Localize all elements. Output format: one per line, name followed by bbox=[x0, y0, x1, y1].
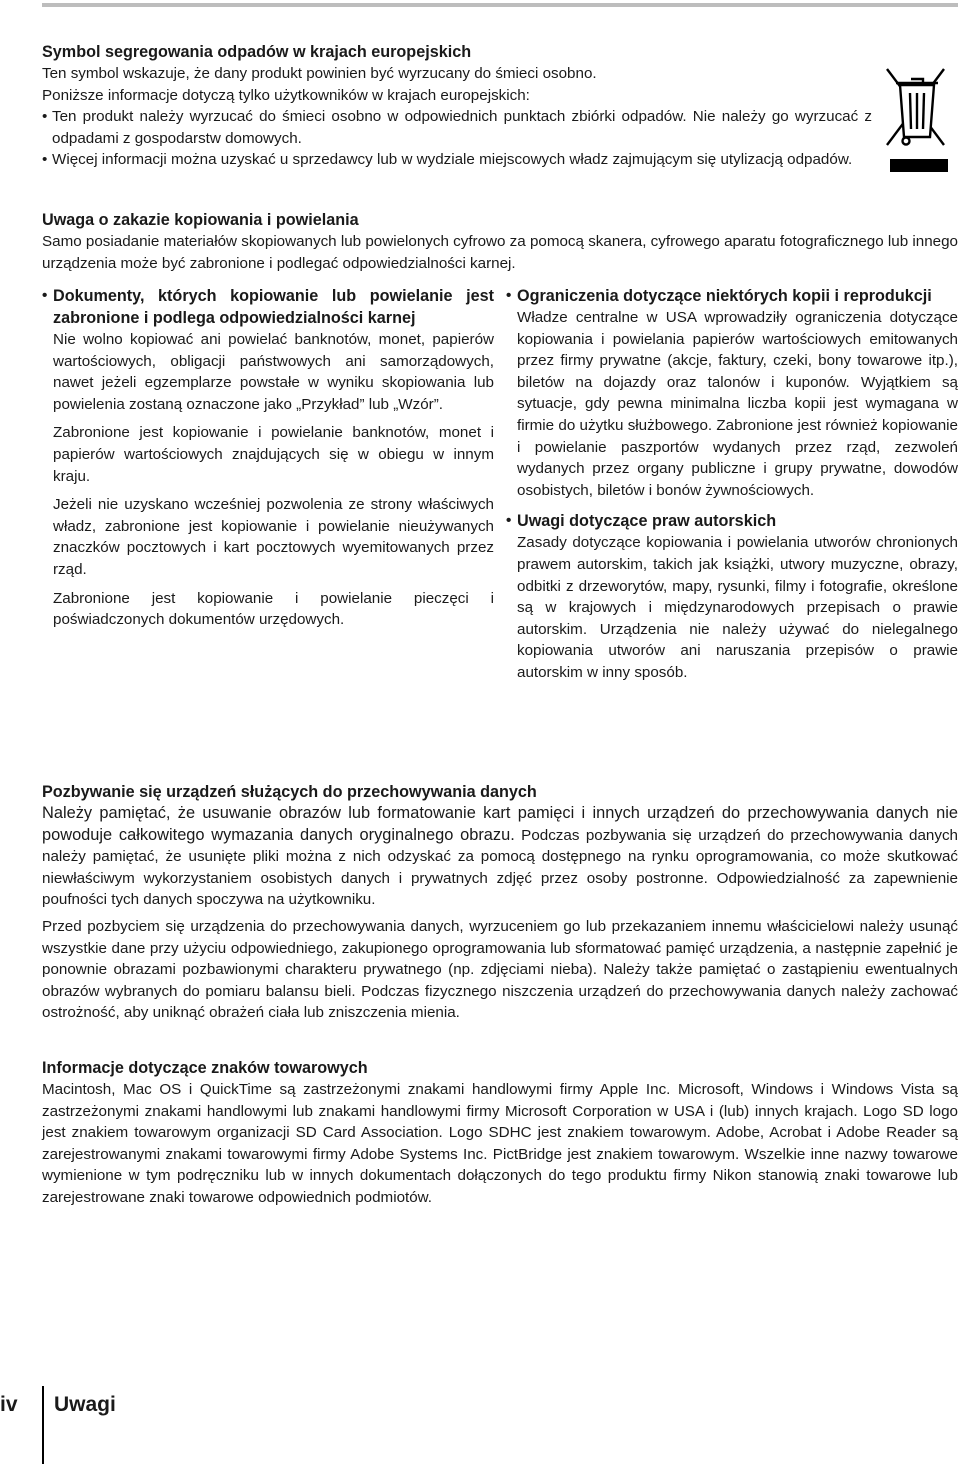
right-bullet-1: • bbox=[506, 287, 512, 304]
disposal-heading: Pozbywanie się urządzeń służących do przechowywania danych bbox=[42, 783, 537, 801]
copyright-text: Zasady dotyczące kopiowania i powielania utworów chronionych prawem autorskim, takich jak książki, utwory muzyczne, obrazy, odbitki z drzeworytów, mapy, rysunki, filmy i fotografie, określone są w krajowych i międzynarodowych przepisach o prawie autorskim. Urządzenia nie należy używać do nielegalnego kopiowania utworów ani naruszania przepisów o prawie autorskim w inny sposób. bbox=[517, 534, 958, 681]
top-rule bbox=[42, 3, 958, 7]
page-number: iv bbox=[0, 1393, 18, 1416]
right-column bbox=[506, 285, 958, 684]
left-column bbox=[42, 285, 494, 631]
disposal-p1-rest: Podczas pozbywania się urządzeń do przechowywania danych należy pamiętać, że usunięte pliki można z nich odzyskać za pomocą dostępnego na rynku oprogramowania, co może skutkować niewłaściwym wykorzystaniem osobistych danych i prywatnych zdjęć przez osoby postronne. Odpowiedzialność za zapewnienie poufności tych danych spoczywa na użytkowniku. bbox=[42, 826, 958, 909]
disposal-p2: Przed pozbyciem się urządzenia do przechowywania danych, wyrzuceniem go lub przekazaniem innemu właścicielowi należy usunąć wszystkie dane przy użyciu odpowiedniego, zakupionego oprogramowania lub sformatować pamięć urządzenia, a następnie zapełnić je ponownie obrazami pozbawionymi charakteru prywatnego (np. zdjęciami nieba). Należy także pamiętać o zastąpieniu ewentualnych obrazów wybranych do pomiaru balansu bieli. Podczas fizycznego niszczenia urządzeń do przechowywania danych należy zachować ostrożność, aby uniknąć obrażeń ciała lub zniszczenia mienia. bbox=[42, 917, 958, 1022]
disposal-p1 bbox=[42, 803, 958, 911]
copy-notice-heading: Uwaga o zakazie kopiowania i powielania bbox=[42, 211, 359, 229]
waste-section bbox=[42, 41, 872, 171]
footer-section-title: Uwagi bbox=[54, 1393, 116, 1416]
waste-bullet-1: • Ten produkt należy wyrzucać do śmieci osobno w odpowiednich punktach zbiórki odpadów. Nie należy go wyrzucać z odpadami z gospodarstw domowych. bbox=[42, 108, 872, 147]
trademarks-section bbox=[42, 1057, 958, 1209]
right-bullet-2: • bbox=[506, 512, 512, 530]
left-bullet: • bbox=[42, 287, 48, 304]
waste-lead: Poniższe informacje dotyczą tylko użytkowników w krajach europejskich: bbox=[42, 86, 530, 104]
forbidden-docs-p2: Zabronione jest kopiowanie i powielanie banknotów, monet i papierów wartościowych znajdujących się w obiegu w innym kraju. bbox=[53, 424, 494, 485]
waste-intro: Ten symbol wskazuje, że dany produkt powinien być wyrzucany do śmieci osobno. bbox=[42, 65, 597, 82]
copy-notice-intro: Samo posiadanie materiałów skopiowanych lub powielonych cyfrowo za pomocą skanera, cyfrowego aparatu fotograficznego lub innego urządzenia może być zabronione i podlegać odpowiedzialności karnej. bbox=[42, 233, 958, 272]
disposal-emphasis: Należy pamiętać, że usuwanie obrazów lub formatowanie kart pamięci i innych urządzeń do przechowywania danych nie powoduje całkowitego wymazania danych oryginalnego obrazu. bbox=[42, 804, 958, 844]
waste-bullet-2: • Więcej informacji można uzyskać u sprzedawcy lub w wydziale miejscowych władz zajmującym się utylizacją odpadów. bbox=[42, 151, 853, 169]
limits-text: Władze centralne w USA wprowadziły ograniczenia dotyczące kopiowania i powielania papierów wartościowych emitowanych przez firmy prywatne (akcje, faktury, czeki, bony towarowe itp.), biletów na dojazdy oraz talonów i kuponów. Wyjątkiem są sytuacje, gdy pewna minimalna liczba kopii jest wymagana w firmie do użytku służbowego. Zabronione jest również kopiowanie i powielanie paszportów wydanych przez rząd, zezwoleń wydanych przez organy publiczne i grupy prywatne, dowodów osobistych, biletów i bonów żywnościowych. bbox=[517, 309, 958, 499]
footer-divider bbox=[42, 1386, 44, 1464]
waste-heading: Symbol segregowania odpadów w krajach europejskich bbox=[42, 43, 472, 61]
trademarks-heading: Informacje dotyczące znaków towarowych bbox=[42, 1059, 368, 1077]
forbidden-docs-heading: Dokumenty, których kopiowanie lub powielanie jest zabronione i podlega odpowiedzialności karnej bbox=[53, 287, 494, 327]
forbidden-docs-p3: Jeżeli nie uzyskano wcześniej pozwolenia ze strony właściwych władz, zabronione jest kopiowanie i powielanie nieużywanych znaczków pocztowych i kart pocztowych wyemitowanych przez rząd. bbox=[53, 496, 494, 578]
copy-notice-section bbox=[42, 209, 958, 274]
crossed-out-wheelie-bin-icon bbox=[884, 65, 950, 175]
copyright-heading: Uwagi dotyczące praw autorskich bbox=[517, 512, 777, 531]
forbidden-docs-p1: Nie wolno kopiować ani powielać banknotów, monet, papierów wartościowych, obligacji państwowych ani samorządowych, nawet jeżeli egzemplarze powstałe w wyniku skopiowania lub powielenia zostaną oznaczone jako „Przykład” lub „Wzór”. bbox=[53, 331, 494, 413]
forbidden-docs-p4: Zabronione jest kopiowanie i powielanie pieczęci i poświadczonych dokumentów urzędowych. bbox=[53, 589, 494, 629]
disposal-section bbox=[42, 781, 958, 1024]
trademarks-text: Macintosh, Mac OS i QuickTime są zastrzeżonymi znakami handlowymi firmy Apple Inc. Microsoft, Windows i Windows Vista są zastrzeżonymi znakami handlowymi lub znakami handlowymi firmy Microsoft Corporation w USA i (lub) innych krajach. Logo SD logo jest znakiem towarowym organizacji SD Card Association. Logo SDHC jest znakiem towarowym. Adobe, Acrobat i Adobe Reader są zarejestrowanymi znakami towarowymi firmy Adobe Systems Inc. PictBridge jest znakiem towarowym. Wszelkie inne nazwy towarowe wymienione w tym podręczniku lub w innych dokumentach dołączonych do tego produktu firmy Nikon stanowią znaki towarowe lub zarejestrowane znaki towarowe odpowiednich podmiotów. bbox=[42, 1081, 958, 1206]
limits-heading: Ograniczenia dotyczące niektórych kopii i reprodukcji bbox=[517, 287, 932, 305]
